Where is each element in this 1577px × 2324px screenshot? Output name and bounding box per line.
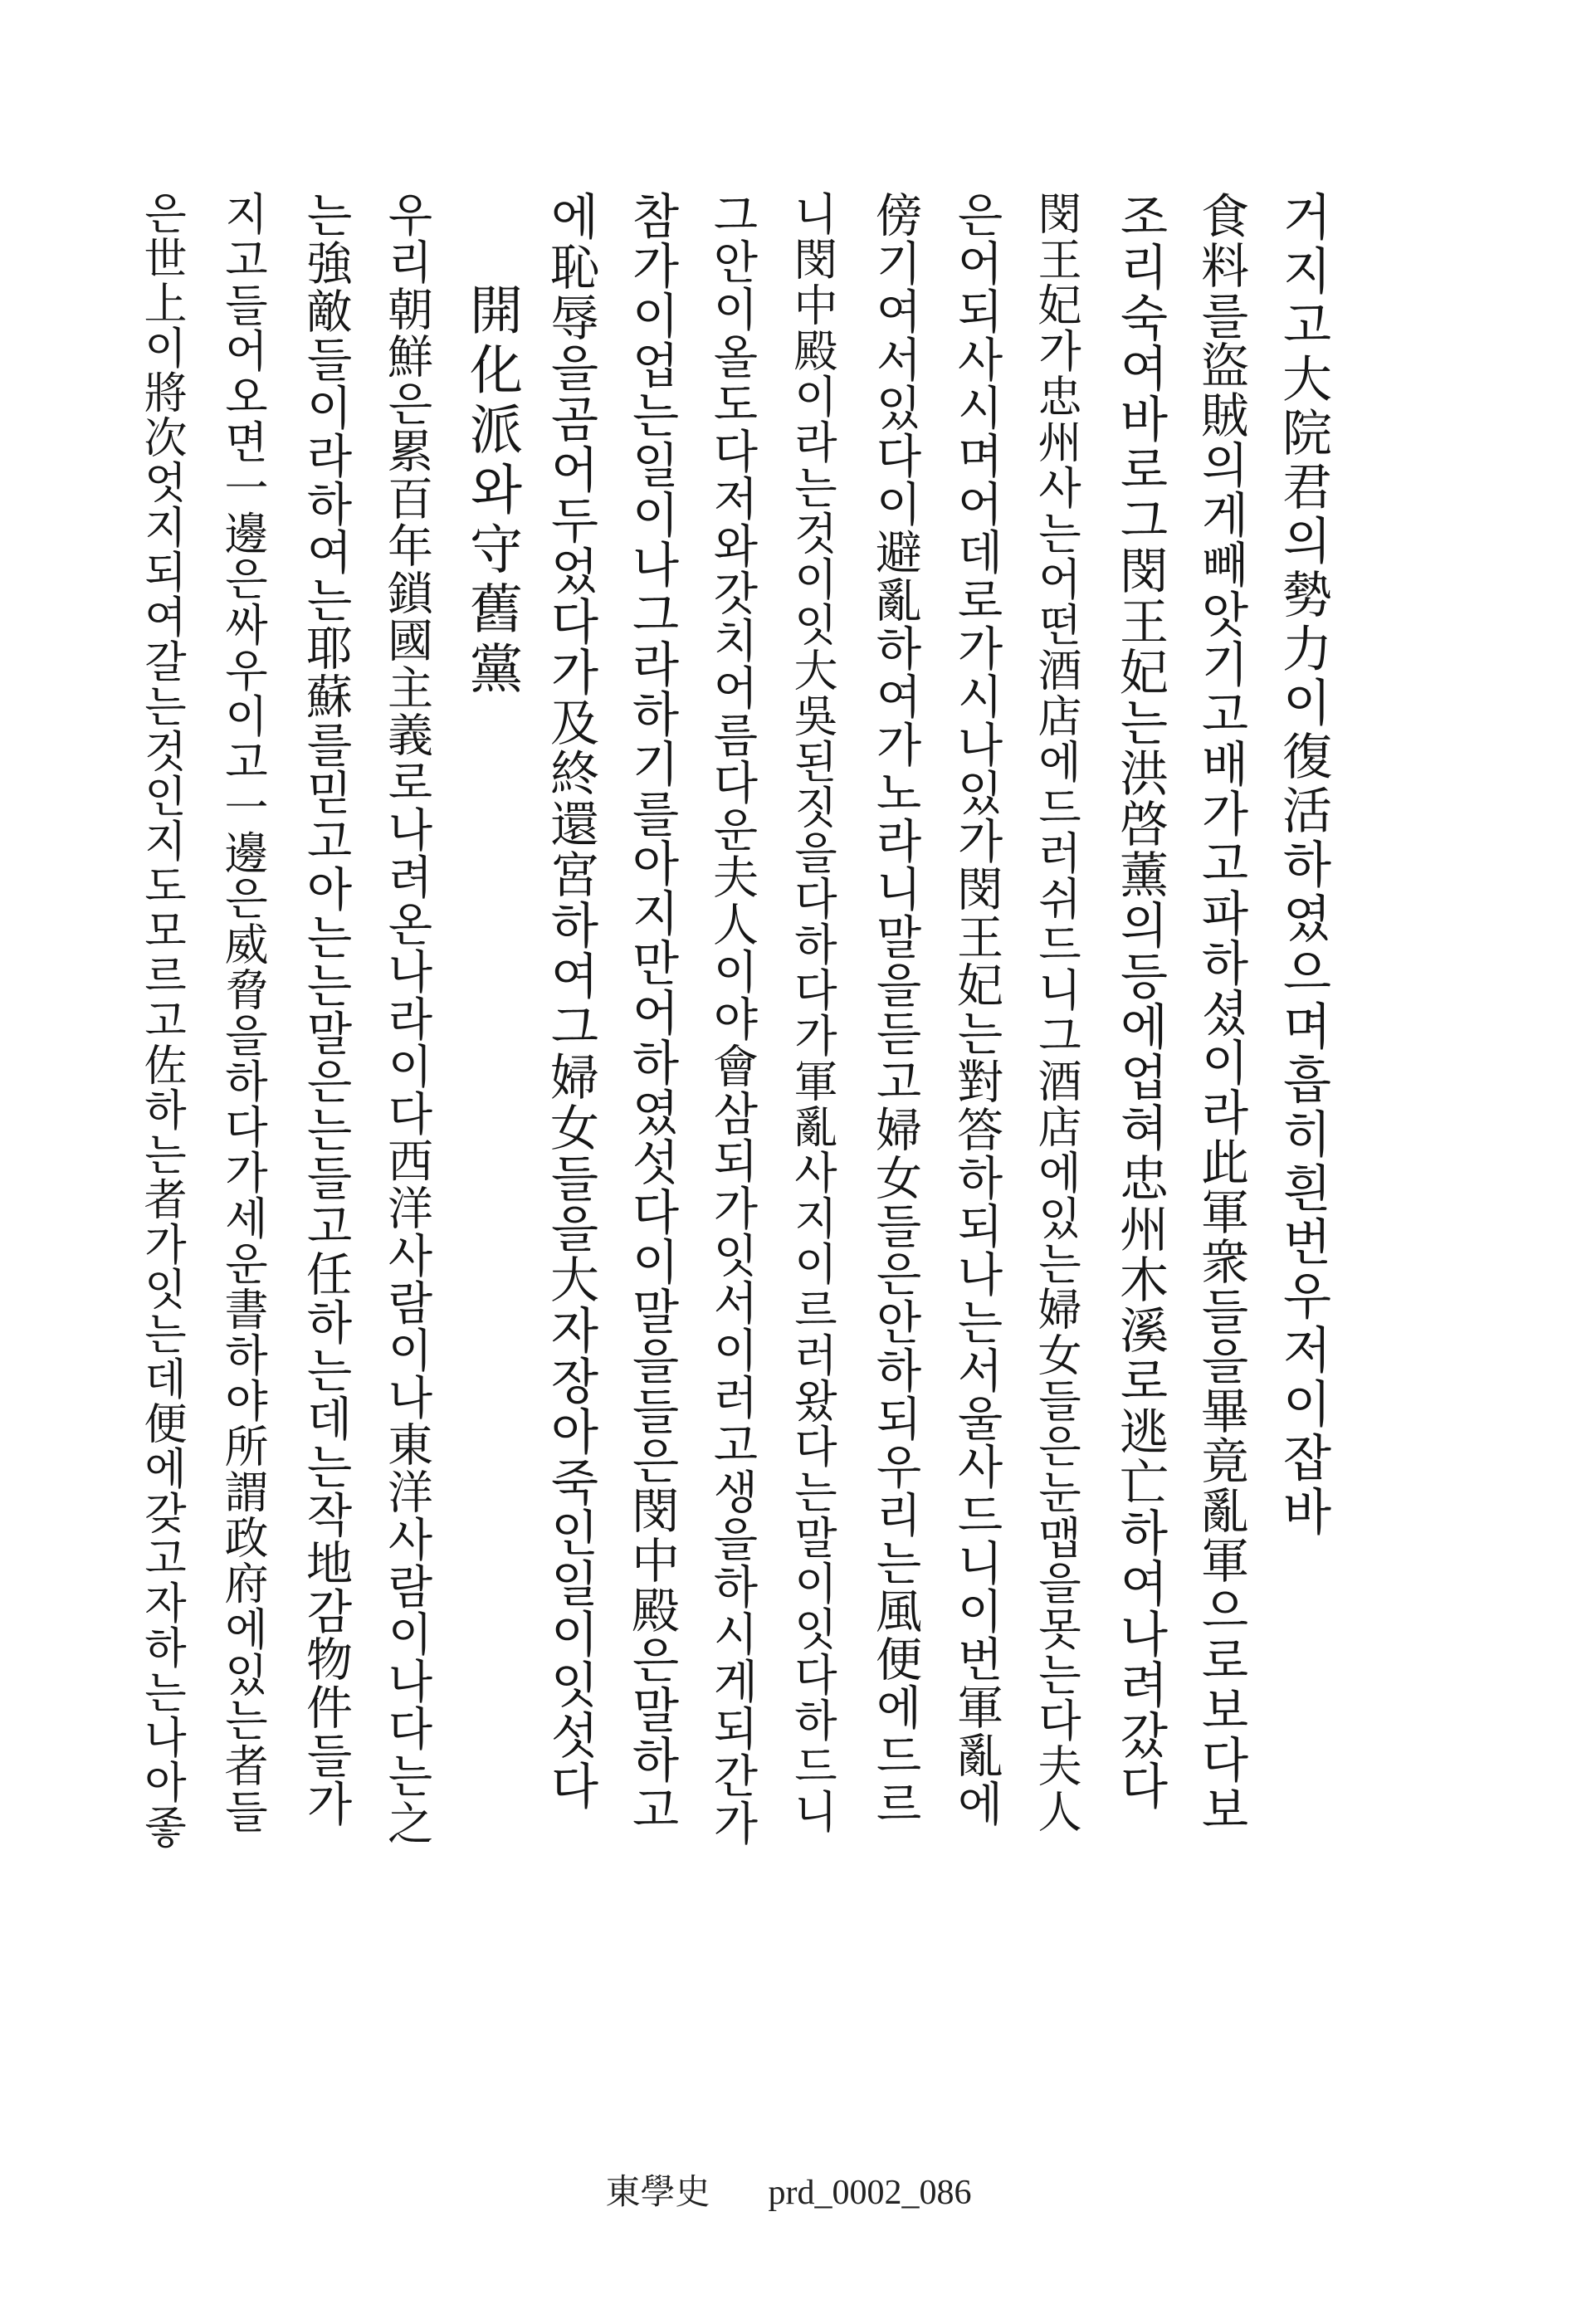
manuscript-column: 傍기여서있다이避亂하여가노라니말을듣고婦女들은안하되우리는風便에드르 xyxy=(868,191,922,1828)
page-code: prd_0002_086 xyxy=(768,2174,972,2212)
manuscript-column: 참가이업는일이나그라하기를아지만어하였섯다이말을들은閔中殿은말하고 xyxy=(623,191,680,1834)
manuscript-column: 은어되사시며어데로가시나있가閔王妃는對答하되나는서울사드니이번軍亂에 xyxy=(950,191,1003,1828)
manuscript-column: 우리朝鮮은累百年鎖國主義로나려온나라이다西洋사람이나東洋사람이나다는之 xyxy=(380,191,433,1847)
manuscript-column: 食料를盜賊의게빼앗기고배가고파하셨이라此軍衆들을畢竟亂軍으로보다보 xyxy=(1193,191,1249,1834)
manuscript-column: 은世上이將次엇지되여갈는것인지도모르고佐하는者가잇는데便에갖고자하는나아좋 xyxy=(136,191,186,1849)
book-title: 東學史 xyxy=(605,2174,710,2212)
manuscript-column: 는強敵들이라하여는耶蘇를믿고아는는말은는들고任하는데는작地감物件들가 xyxy=(299,191,353,1828)
section-heading: 開化派와守舊黨 xyxy=(461,282,522,701)
manuscript-column: 니閔中殿이라는것이잇大吳된짓을다하다가軍亂사지이르러왔다는말이잇다하드니 xyxy=(787,191,837,1834)
manuscript-column: 지고들어오면一邊은싸우이고一邊은威脅을하다가세운書하야所謂政府에있는者들 xyxy=(217,191,268,1834)
manuscript-column: 에恥辱을곰어두었다가及終還宮하여그婦女들을大자장아죽인일이잇섯다 xyxy=(542,191,599,1811)
manuscript-column: 그안이올도다저와갓치어름다운夫人이야會삼되가잇서이러고생을하시게되간가 xyxy=(706,191,759,1847)
manuscript-text-block xyxy=(133,191,1336,1851)
manuscript-column: 閔王妃가忠州사는어떤酒店에드러쉬드니그酒店에있는婦女들은눈맵을못는다夫人 xyxy=(1031,191,1081,1834)
page-footer xyxy=(0,2165,1577,2214)
manuscript-column: 조리숙여바로그閔王妃는洪啓薰의등에업혀忠州木溪로逃亡하여나려갔다 xyxy=(1111,191,1169,1811)
manuscript-column: 거지고大院君의勢力이復活하였으며흡히흰번우저이잡바 xyxy=(1274,191,1332,1540)
